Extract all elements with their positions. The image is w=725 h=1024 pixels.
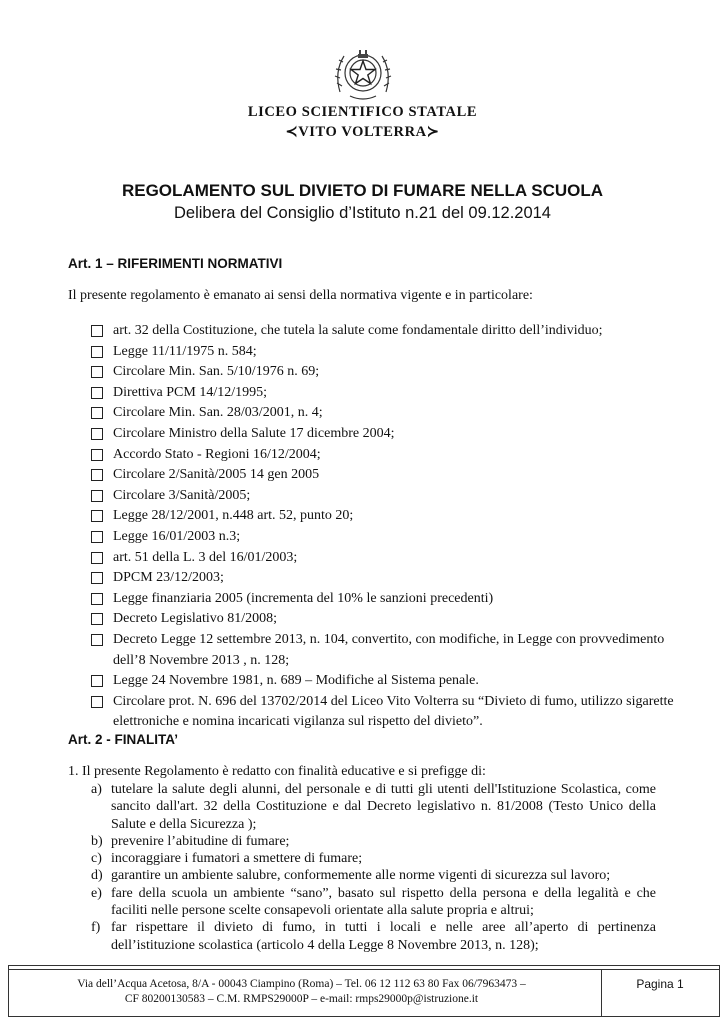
list-item-text: Direttiva PCM 14/12/1995; <box>113 384 267 400</box>
list-item-text: Circolare prot. N. 696 del 13702/2014 del Liceo Vito Volterra su “Divieto di fumo, utilizzo sigarette elettroniche e nomina incaricati vigilanza sul rispetto del divieto”. <box>113 693 674 730</box>
list-item <box>91 589 691 610</box>
list-item <box>91 403 691 424</box>
list-item <box>91 383 691 404</box>
list-item-text: Legge 24 Novembre 1981, n. 689 – Modifiche al Sistema penale. <box>113 673 479 689</box>
art1-intro: Il presente regolamento è emanato ai sensi della normativa vigente e in particolare: <box>68 288 533 303</box>
list-item <box>91 362 691 383</box>
list-item-letter: c) <box>91 851 102 867</box>
checkbox-bullet-icon <box>91 366 103 378</box>
checkbox-bullet-icon <box>91 387 103 399</box>
checkbox-bullet-icon <box>91 449 103 461</box>
art2-intro: 1. Il presente Regolamento è redatto con finalità educative e si prefigge di: <box>68 764 486 779</box>
page-footer <box>8 965 720 1017</box>
list-item <box>91 833 656 850</box>
list-item-text: DPCM 23/12/2003; <box>113 570 224 586</box>
list-item <box>91 568 691 589</box>
list-item-text: tutelare la salute degli alunni, del personale e di tutti gli utenti dell'Istituzione Scolastica, come sancito dall'art. 32 della Costituzione e dal Decreto legislativo n. 81/2008 (Testo Unico della Salute e della Sicurezza ); <box>111 782 656 832</box>
list-item-text: prevenire l’abitudine di fumare; <box>111 833 290 849</box>
school-subname: ≺VITO VOLTERRA≻ <box>285 124 440 140</box>
list-item <box>91 548 691 569</box>
list-item <box>91 867 656 884</box>
list-item-text: Legge 28/12/2001, n.448 art. 52, punto 20; <box>113 508 354 524</box>
checkbox-bullet-icon <box>91 346 103 358</box>
list-item <box>91 424 691 445</box>
art1-heading: Art. 1 – RIFERIMENTI NORMATIVI <box>68 256 283 271</box>
list-item <box>91 486 691 507</box>
list-item-text: garantire un ambiente salubre, conformemente alle norme vigenti di sicurezza sul lavoro; <box>111 868 611 884</box>
checkbox-bullet-icon <box>91 634 103 646</box>
school-name: LICEO SCIENTIFICO STATALE <box>247 104 478 120</box>
checkbox-bullet-icon <box>91 490 103 502</box>
list-item-text: Circolare 3/Sanità/2005; <box>113 487 251 503</box>
checkbox-bullet-icon <box>91 552 103 564</box>
legal-references-list <box>91 321 691 733</box>
list-item <box>91 850 656 867</box>
list-item-text: Circolare Ministro della Salute 17 dicembre 2004; <box>113 425 395 441</box>
page-number: Pagina 1 <box>636 977 684 991</box>
list-item-text: Decreto Legge 12 settembre 2013, n. 104, convertito, con modifiche, in Legge con provvedimento dell’8 Novembre 2013 , n. 128; <box>113 631 665 668</box>
list-item-text: incoraggiare i fumatori a smettere di fumare; <box>111 851 363 867</box>
list-item <box>91 692 691 733</box>
checkbox-bullet-icon <box>91 531 103 543</box>
list-item-text: Accordo Stato - Regioni 16/12/2004; <box>113 446 321 462</box>
list-item <box>91 527 691 548</box>
checkbox-bullet-icon <box>91 428 103 440</box>
checkbox-bullet-icon <box>91 675 103 687</box>
list-item-letter: f) <box>91 920 101 936</box>
list-item-text: Legge finanziaria 2005 (incrementa del 10% le sanzioni precedenti) <box>113 590 494 606</box>
checkbox-bullet-icon <box>91 593 103 605</box>
list-item <box>91 506 691 527</box>
list-item-letter: a) <box>91 782 102 797</box>
checkbox-bullet-icon <box>91 613 103 625</box>
footer-address <box>9 977 594 1007</box>
list-item-text: Circolare Min. San. 5/10/1976 n. 69; <box>113 364 320 380</box>
footer-address-line1: Via dell’Acqua Acetosa, 8/A - 00043 Ciampino (Roma) – Tel. 06 12 112 63 80 Fax 06/7963473 – <box>77 978 526 990</box>
list-item <box>91 321 691 342</box>
list-item-text: far rispettare il divieto di fumo, in tutti i locali e nelle aree all’aperto di pertinenza dell’istituzione scolastica (articolo 4 della Legge 8 Novembre 2013, n. 128); <box>111 920 656 953</box>
list-item-text: Legge 11/11/1975 n. 584; <box>113 343 257 359</box>
list-item <box>91 465 691 486</box>
list-item-text: Legge 16/01/2003 n.3; <box>113 528 241 544</box>
list-item-text: Circolare Min. San. 28/03/2001, n. 4; <box>113 405 323 421</box>
list-item <box>91 609 691 630</box>
list-item-letter: b) <box>91 833 103 849</box>
document-title: REGOLAMENTO SUL DIVIETO DI FUMARE NELLA SCUOLA <box>121 181 604 200</box>
list-item <box>91 885 656 920</box>
footer-address-line2: CF 80200130583 – C.M. RMPS29000P – e-mail: rmps29000p@istruzione.it <box>124 993 479 1005</box>
list-item-text: Circolare 2/Sanità/2005 14 gen 2005 <box>113 467 320 483</box>
list-item-letter: d) <box>91 868 103 884</box>
document-subtitle: Delibera del Consiglio d’Istituto n.21 del 09.12.2014 <box>173 204 551 222</box>
list-item-letter: e) <box>91 885 102 901</box>
checkbox-bullet-icon <box>91 325 103 337</box>
checkbox-bullet-icon <box>91 510 103 522</box>
list-item <box>91 671 691 692</box>
checkbox-bullet-icon <box>91 572 103 584</box>
list-item-text: fare della scuola un ambiente “sano”, basato sul rispetto della persona e della legalità e che faciliti nelle persone scelte consapevoli orientate alla salute propria e altrui; <box>111 885 656 919</box>
list-item-text: art. 32 della Costituzione, che tutela la salute come fondamentale diritto dell’individuo; <box>113 323 603 338</box>
list-item <box>91 630 691 671</box>
checkbox-bullet-icon <box>91 407 103 419</box>
checkbox-bullet-icon <box>91 696 103 708</box>
purposes-list <box>91 781 656 954</box>
checkbox-bullet-icon <box>91 469 103 481</box>
list-item <box>91 445 691 466</box>
list-item <box>91 919 656 954</box>
list-item <box>91 781 656 833</box>
republic-emblem-icon <box>330 40 396 106</box>
list-item-text: Decreto Legislativo 81/2008; <box>113 611 278 627</box>
list-item-text: art. 51 della L. 3 del 16/01/2003; <box>113 549 298 565</box>
list-item <box>91 342 691 363</box>
art2-heading: Art. 2 - FINALITA’ <box>68 732 178 747</box>
